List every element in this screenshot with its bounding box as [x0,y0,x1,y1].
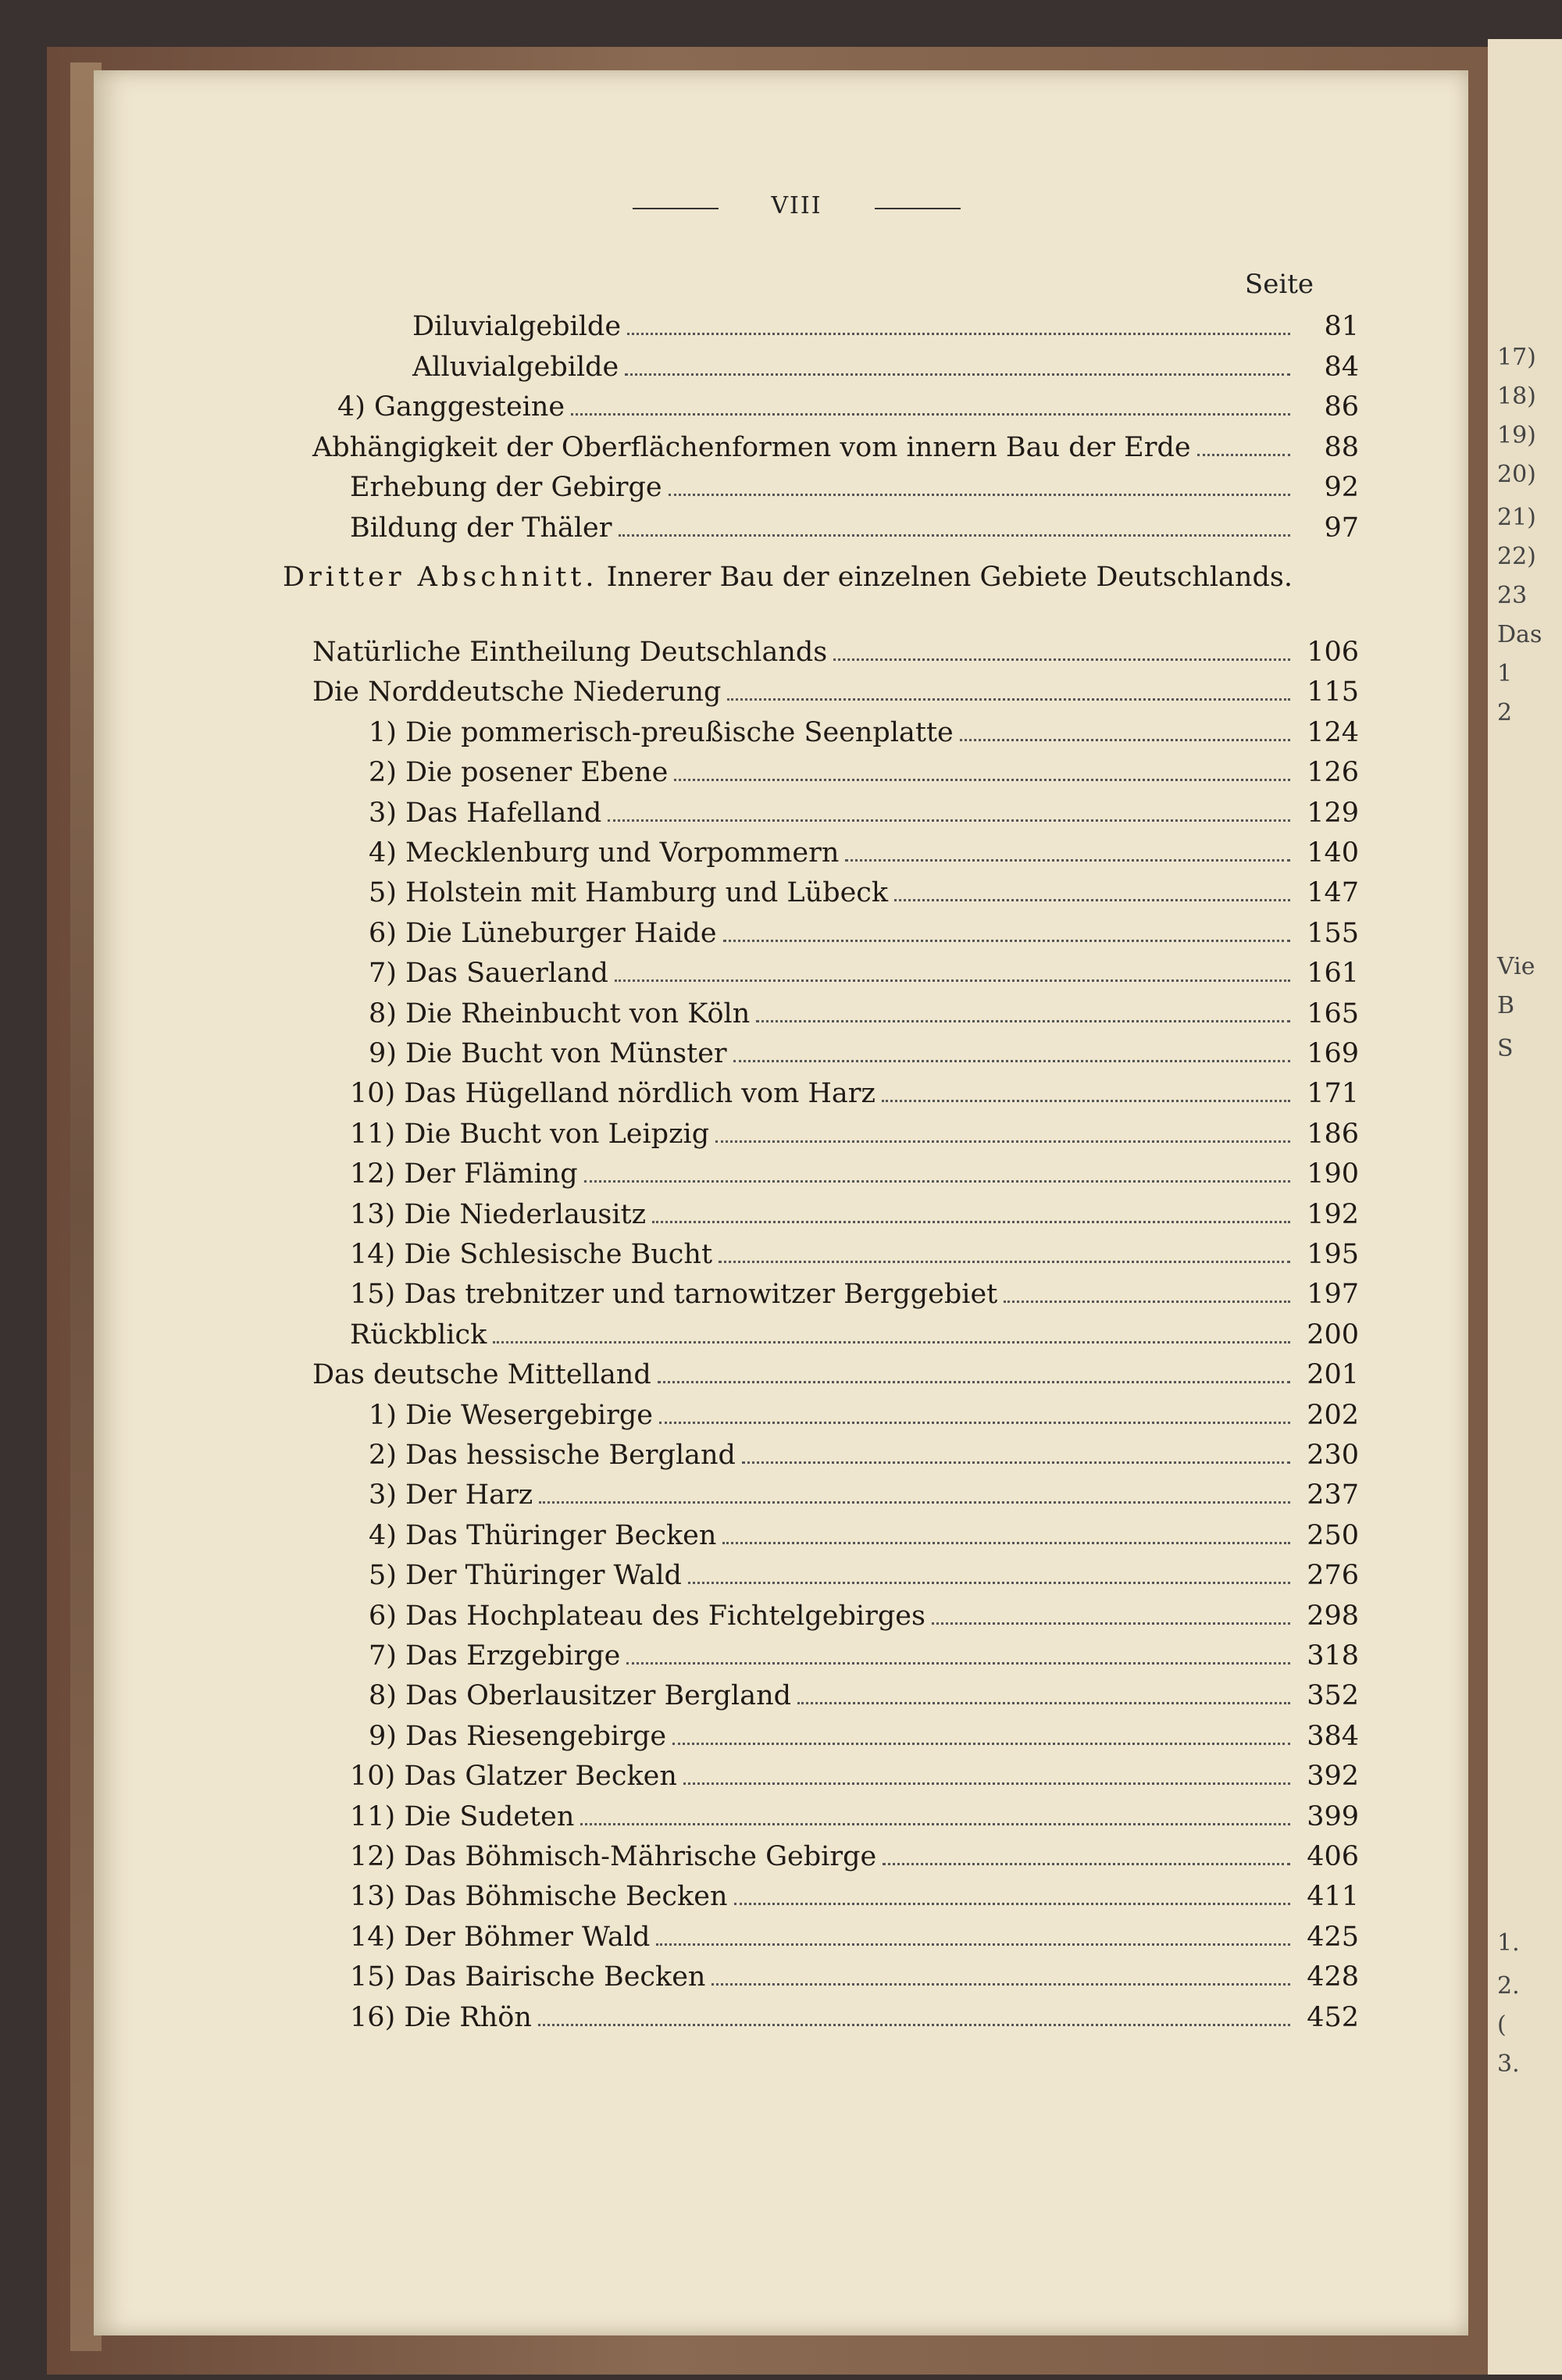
dot-leader [734,1903,1291,1905]
toc-entry-page: 92 [1324,472,1359,504]
toc-entry-title: 14) Der Böhmer Wald [350,1921,651,1953]
toc-entry-title: Bildung der Thäler [350,512,612,544]
facing-fragment: 1 [1497,660,1513,687]
toc-entry [312,1357,1359,1393]
toc-entry-title: 3) Der Harz [369,1479,533,1511]
facing-fragment: 1. [1497,1929,1520,1957]
toc-entry [350,1076,1359,1111]
toc-entry-page: 124 [1307,716,1359,748]
page-numeral: VIII [771,192,822,219]
toc-entry [369,915,1359,951]
toc-entry-page: 161 [1307,958,1359,990]
toc-entry [350,1197,1359,1233]
toc-entry [412,309,1359,344]
toc-entry [369,755,1359,790]
dot-leader [672,1743,1290,1745]
toc-entry-page: 250 [1307,1519,1359,1551]
toc-entry-page: 399 [1307,1800,1359,1832]
dot-leader [715,1140,1290,1143]
toc-entry [350,1116,1359,1152]
toc-entry-page: 200 [1307,1318,1359,1351]
dot-leader [625,373,1290,376]
toc-entry-page: 392 [1307,1761,1359,1793]
dot-leader [882,1100,1290,1102]
toc-entry-title: Alluvialgebilde [412,351,619,383]
dot-leader [960,739,1290,741]
dot-leader [608,819,1290,822]
toc-entry-title: 9) Das Riesengebirge [369,1720,667,1752]
toc-entry-title: 11) Die Bucht von Leipzig [350,1118,710,1150]
toc-entry-title: 8) Die Rheinbucht von Köln [369,997,751,1029]
toc-entry-page: 165 [1307,997,1359,1029]
toc-entry-page: 88 [1324,431,1359,463]
toc-entry-page: 406 [1307,1841,1359,1872]
toc-entry-title: 13) Die Niederlausitz [350,1198,647,1230]
toc-entry-page: 106 [1307,637,1359,668]
dot-leader [656,1943,1290,1946]
toc-entry-page: 201 [1307,1359,1359,1391]
dot-leader [797,1702,1290,1704]
toc-entry [369,715,1359,751]
dot-leader [539,1501,1290,1504]
toc-entry-title: 6) Das Hochplateau des Fichtelgebirges [369,1600,925,1632]
dot-leader [711,1983,1290,1986]
toc-entry-page: 126 [1307,757,1359,789]
toc-entry [369,1678,1359,1714]
toc-entry-page: 452 [1307,2001,1359,2033]
dot-leader [1197,454,1290,456]
dot-leader [883,1863,1290,1865]
page-header [633,192,961,223]
toc-entry-page: 169 [1307,1038,1359,1069]
toc-entry [369,1518,1359,1554]
toc-entry [369,1397,1359,1433]
toc-entry-page: 147 [1307,877,1359,909]
toc-entry-title: Diluvialgebilde [412,311,622,342]
dot-leader [683,1782,1290,1785]
toc-entry-page: 425 [1307,1921,1359,1953]
dot-leader [615,979,1290,982]
toc-entry [369,996,1359,1032]
toc-entry-page: 171 [1307,1078,1359,1110]
section-title: Innerer Bau der einzelnen Gebiete Deutschlands. [606,562,1293,593]
facing-fragment: 17) [1497,344,1536,371]
dot-leader [727,698,1290,701]
toc-entry [350,510,1359,546]
dot-leader [833,658,1290,661]
facing-page-edge [1488,39,1562,2375]
toc-entry-title: 3) Das Hafelland [369,797,602,829]
toc-entry-title: Die Norddeutsche Niederung [312,676,722,708]
toc-entry [350,1156,1359,1192]
toc-entry [412,349,1359,385]
toc-entry-page: 298 [1307,1600,1359,1632]
dot-leader [627,333,1290,335]
toc-entry [312,430,1359,466]
toc-entry-title: 1) Die Wesergebirge [369,1399,653,1431]
dot-leader [894,899,1290,901]
toc-entry-title: 6) Die Lüneburger Haide [369,917,717,949]
toc-entry-title: Rückblick [350,1318,487,1351]
facing-fragment: S [1497,1035,1514,1062]
toc-entry-page: 97 [1324,512,1359,544]
toc-entry-page: 186 [1307,1118,1359,1150]
toc-entry [369,955,1359,991]
toc-entry-title: 5) Holstein mit Hamburg und Lübeck [369,877,889,909]
toc-entry-page: 140 [1307,837,1359,869]
facing-fragment: 19) [1497,422,1536,449]
section-heading [283,558,1298,597]
toc-entry [369,1558,1359,1593]
dot-leader [580,1823,1290,1825]
toc-entry-page: 352 [1307,1680,1359,1712]
facing-fragment: 22) [1497,543,1536,570]
toc-entry-title: 7) Das Erzgebirge [369,1640,621,1672]
toc-entry-title: 10) Das Hügelland nördlich vom Harz [350,1078,876,1110]
dot-leader [658,1381,1290,1383]
toc-entry-title: 9) Die Bucht von Münster [369,1038,727,1069]
toc-entry-page: 192 [1307,1198,1359,1230]
toc-entry [350,2000,1359,2036]
dot-leader [845,859,1290,862]
toc-entry [369,1437,1359,1473]
dot-leader [733,1060,1290,1062]
toc-entry-page: 84 [1324,351,1359,383]
toc-entry [350,1959,1359,1995]
toc-entry [369,795,1359,831]
facing-fragment: Vie [1497,953,1535,980]
facing-fragment: 2 [1497,699,1513,726]
toc-entry [369,1638,1359,1674]
dot-leader [719,1261,1290,1263]
toc-entry-title: 4) Das Thüringer Becken [369,1519,717,1551]
toc-entry-title: 12) Das Böhmisch-Mährische Gebirge [350,1841,877,1872]
toc-entry [369,1598,1359,1634]
toc-entry [350,1879,1359,1914]
header-rule-right [875,208,961,209]
toc-entry [350,1799,1359,1835]
toc-entry-page: 129 [1307,797,1359,829]
dot-leader [674,779,1290,781]
toc-entry-page: 411 [1307,1881,1359,1913]
toc-entry-page: 230 [1307,1440,1359,1471]
facing-fragment: 3. [1497,2050,1520,2078]
toc-entry [312,634,1359,670]
facing-fragment: ( [1497,2011,1507,2039]
dot-leader [669,494,1290,496]
dot-leader [932,1622,1290,1625]
toc-entry-page: 81 [1324,311,1359,342]
toc-entry-page: 384 [1307,1720,1359,1752]
toc-entry [350,1758,1359,1794]
toc-entry [312,674,1359,710]
dot-leader [493,1341,1290,1343]
toc-entry-title: 1) Die pommerisch-preußische Seenplatte [369,716,954,748]
toc-entry-page: 197 [1307,1279,1359,1311]
toc-entry-title: 12) Der Fläming [350,1158,578,1190]
dot-leader [619,534,1291,537]
toc-entry [369,835,1359,871]
toc-entry-title: 13) Das Böhmische Becken [350,1881,728,1913]
toc-entry-title: Erhebung der Gebirge [350,472,662,504]
dot-leader [571,413,1290,416]
dot-leader [538,2024,1290,2026]
facing-fragment: 18) [1497,383,1536,410]
toc-entry-page: 195 [1307,1239,1359,1270]
toc-entry [369,1477,1359,1513]
toc-entry-page: 276 [1307,1560,1359,1592]
toc-entry-page: 115 [1307,676,1359,708]
toc-entry-title: 10) Das Glatzer Becken [350,1761,677,1793]
toc-entry-page: 86 [1324,391,1359,423]
dot-leader [659,1422,1290,1424]
toc-entry [350,1839,1359,1875]
dot-leader [742,1461,1290,1464]
toc-entry-title: 15) Das trebnitzer und tarnowitzer Berggebiet [350,1279,998,1311]
toc-entry [350,1317,1359,1353]
dot-leader [756,1020,1290,1022]
dot-leader [626,1662,1290,1665]
toc-entry-title: 8) Das Oberlausitzer Bergland [369,1680,792,1712]
toc-entry-title: 5) Der Thüringer Wald [369,1560,682,1592]
toc-entry-title: 11) Die Sudeten [350,1800,575,1832]
toc-entry [350,469,1359,505]
dot-leader [584,1180,1290,1183]
dot-leader [1004,1301,1290,1303]
toc-entry-title: Natürliche Eintheilung Deutschlands [312,637,828,668]
facing-fragment: Das [1497,621,1542,648]
toc-entry-page: 237 [1307,1479,1359,1511]
toc-entry [337,389,1359,425]
toc-entry-title: 15) Das Bairische Becken [350,1961,706,1993]
toc-entry [350,1276,1359,1312]
dot-leader [652,1221,1290,1223]
facing-fragment: 21) [1497,504,1536,531]
toc-entry-page: 155 [1307,917,1359,949]
toc-entry-title: 4) Mecklenburg und Vorpommern [369,837,840,869]
dot-leader [722,1542,1290,1544]
toc-entry [369,875,1359,911]
page-column-label: Seite [1244,269,1314,300]
dot-leader [723,940,1290,942]
toc-entry-title: 4) Ganggesteine [337,391,565,423]
toc-entry-title: 2) Die posener Ebene [369,757,669,789]
toc-entry [369,1718,1359,1754]
toc-entry-title: 16) Die Rhön [350,2001,532,2033]
toc-entry [350,1236,1359,1272]
toc-entry-page: 190 [1307,1158,1359,1190]
toc-entry-title: Abhängigkeit der Oberflächenformen vom innern Bau der Erde [312,431,1191,463]
toc-entry-page: 428 [1307,1961,1359,1993]
toc-entry-title: 14) Die Schlesische Bucht [350,1239,713,1270]
facing-fragment: B [1497,992,1515,1019]
facing-fragment: 23 [1497,582,1528,609]
facing-fragment: 2. [1497,1972,1520,2000]
toc-entry-title: 7) Das Sauerland [369,958,608,990]
section-label: Dritter Abschnitt. [283,562,598,593]
toc-entry [369,1036,1359,1072]
toc-entry-page: 318 [1307,1640,1359,1672]
toc-entry-title: 2) Das hessische Bergland [369,1440,736,1471]
dot-leader [688,1582,1290,1584]
toc-entry [350,1919,1359,1955]
toc-entry-title: Das deutsche Mittelland [312,1359,651,1391]
toc-entry-page: 202 [1307,1399,1359,1431]
facing-fragment: 20) [1497,461,1536,488]
